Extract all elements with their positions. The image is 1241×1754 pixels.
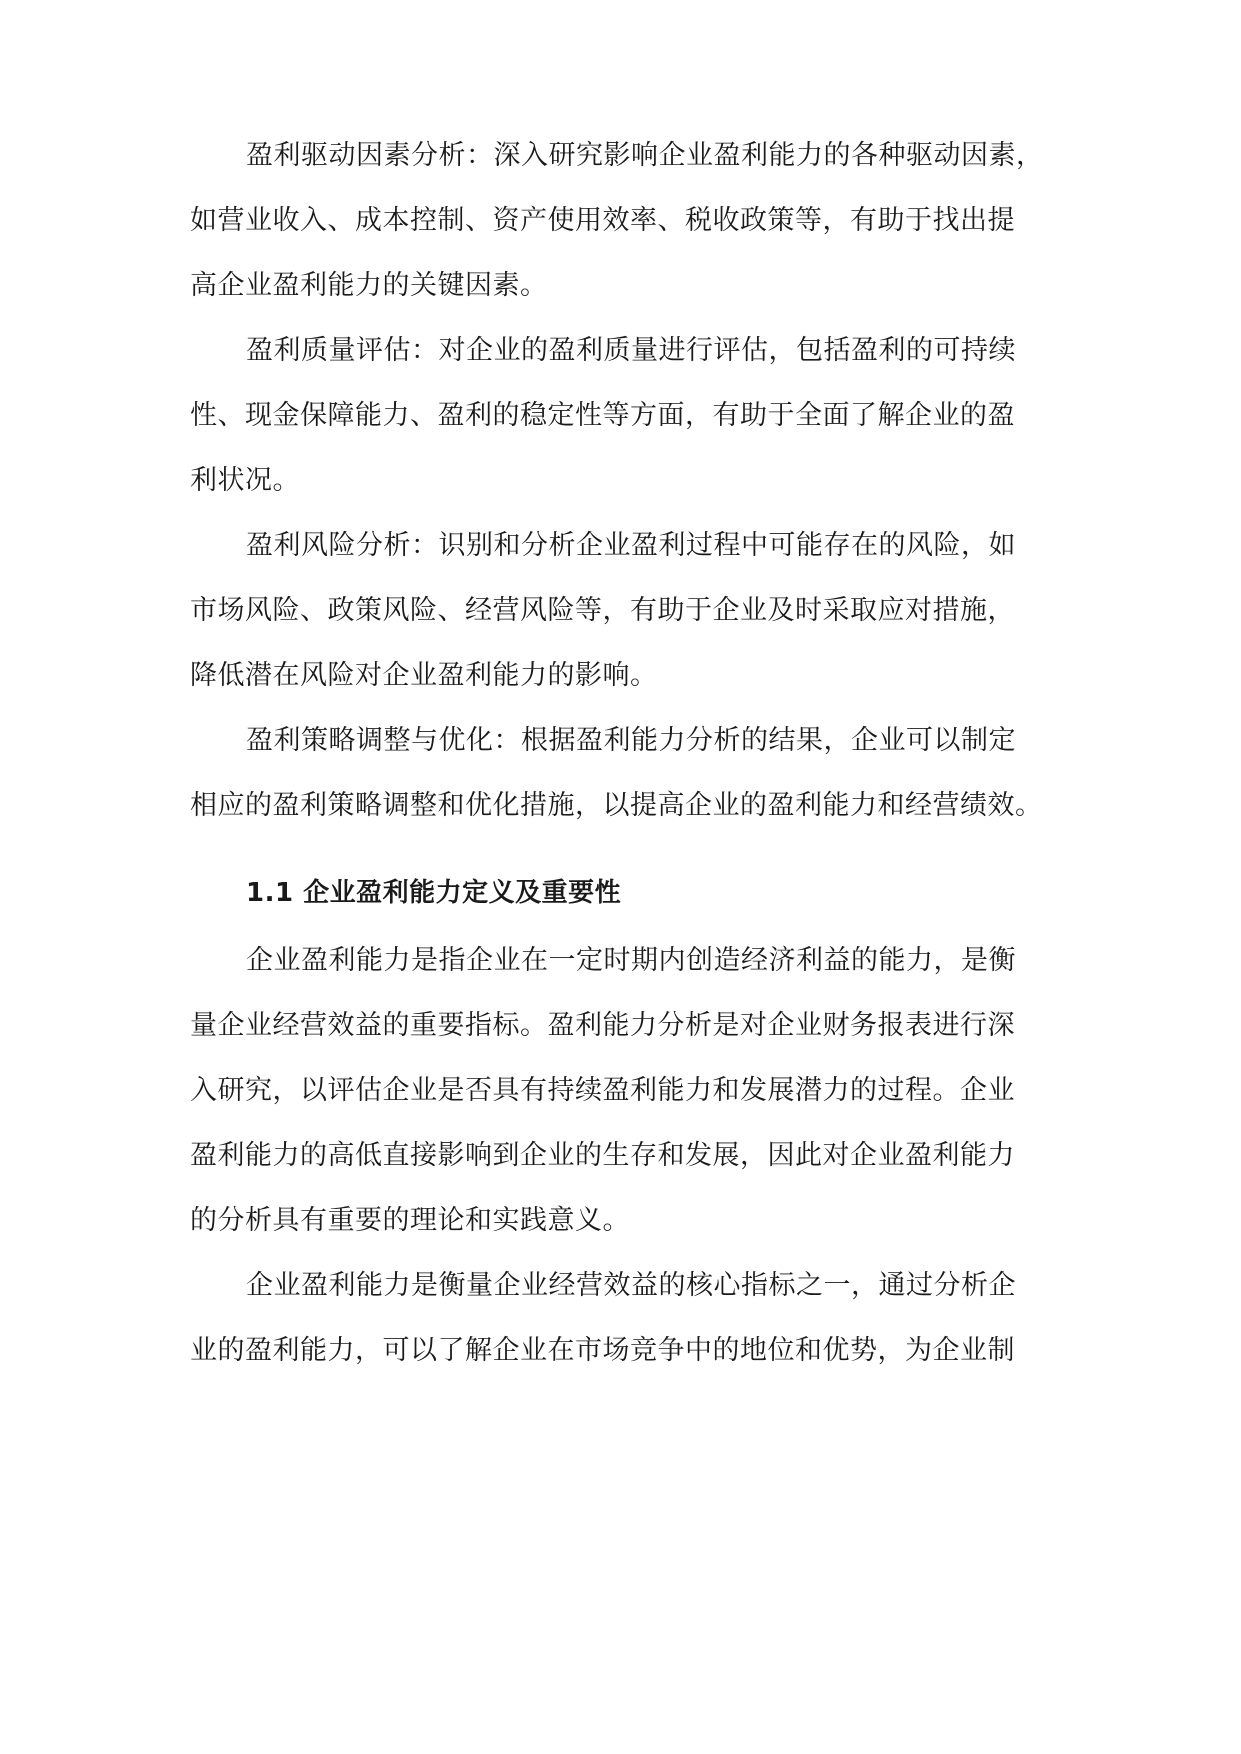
paragraph-line: 相应的盈利策略调整和优化措施，以提高企业的盈利能力和经营绩效。 (190, 790, 1043, 821)
paragraph-line: 盈利能力的高低直接影响到企业的生存和发展，因此对企业盈利能力 (190, 1140, 1015, 1171)
paragraph-line: 利状况。 (190, 465, 300, 496)
paragraph-line: 市场风险、政策风险、经营风险等，有助于企业及时采取应对措施， (190, 595, 1015, 626)
paragraph-line: 业的盈利能力，可以了解企业在市场竞争中的地位和优势，为企业制 (190, 1335, 1015, 1366)
paragraph-line: 如营业收入、成本控制、资产使用效率、税收政策等，有助于找出提 (190, 205, 1015, 236)
paragraph-line: 性、现金保障能力、盈利的稳定性等方面，有助于全面了解企业的盈 (190, 400, 1015, 431)
paragraph-line: 的分析具有重要的理论和实践意义。 (190, 1205, 630, 1236)
paragraph-line: 企业盈利能力是衡量企业经营效益的核心指标之一，通过分析企 (246, 1270, 1016, 1301)
paragraph-line: 盈利策略调整与优化：根据盈利能力分析的结果，企业可以制定 (246, 725, 1016, 756)
paragraph-line: 量企业经营效益的重要指标。盈利能力分析是对企业财务报表进行深 (190, 1010, 1015, 1041)
paragraph-line: 盈利质量评估：对企业的盈利质量进行评估，包括盈利的可持续 (246, 335, 1016, 366)
paragraph-line: 入研究，以评估企业是否具有持续盈利能力和发展潜力的过程。企业 (190, 1075, 1015, 1106)
section-heading: 1.1 企业盈利能力定义及重要性 (246, 878, 622, 908)
paragraph-line: 高企业盈利能力的关键因素。 (190, 270, 548, 301)
paragraph-line: 企业盈利能力是指企业在一定时期内创造经济利益的能力，是衡 (246, 945, 1016, 976)
paragraph-line: 盈利风险分析：识别和分析企业盈利过程中可能存在的风险，如 (246, 530, 1016, 561)
paragraph-line: 盈利驱动因素分析：深入研究影响企业盈利能力的各种驱动因素， (246, 140, 1044, 171)
paragraph-line: 降低潜在风险对企业盈利能力的影响。 (190, 660, 658, 691)
